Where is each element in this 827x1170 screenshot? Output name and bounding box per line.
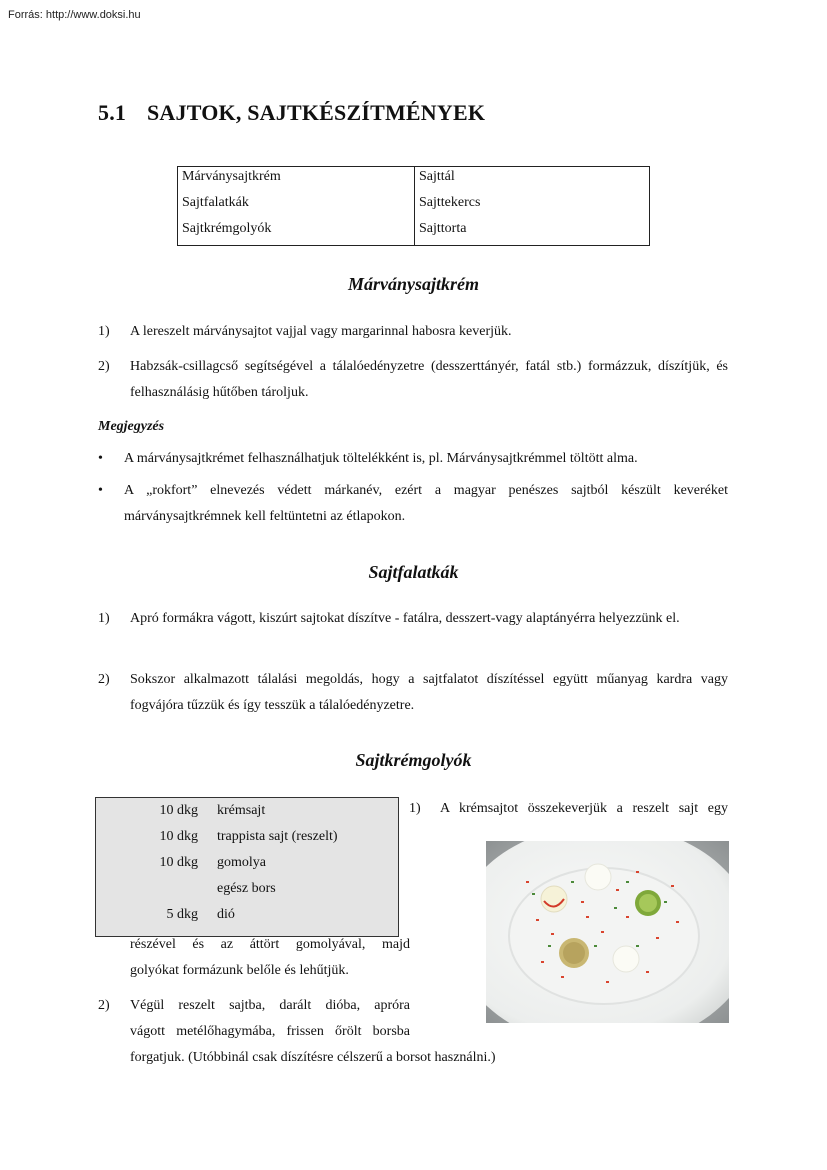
ingredient-row — [96, 824, 398, 850]
ingredient-name: egész bors — [217, 881, 276, 896]
section-number: 5.1 — [98, 100, 127, 125]
table-cell: Sajttorta — [419, 221, 467, 236]
ingredient-row — [96, 902, 398, 928]
ingredient-name: krémsajt — [217, 803, 266, 818]
item-number: 1) — [98, 324, 110, 339]
cheese-balls-photo — [486, 841, 729, 1023]
item-text: A lereszelt márványsajtot vajjal vagy margarinnal habosra keverjük. — [130, 324, 512, 339]
bullet-text: A „rokfort” elnevezés védett márkanév, ezért a magyar penészes sajtból készült keveréket márványsajtkrémnek kell feltüntetni az étlapokon. — [124, 483, 728, 524]
step-text-line: forgatjuk. (Utóbbinál csak díszítésre célszerű a borsot használni.) — [130, 1050, 496, 1065]
section-heading-sajtkremgolyok: Sajtkrémgolyók — [355, 750, 472, 770]
table-cell: Sajttekercs — [419, 195, 481, 210]
source-label: Forrás: http://www.doksi.hu — [8, 9, 141, 21]
step-text-line: A krémsajtot összekeverjük a reszelt sajt egy — [440, 801, 728, 816]
step-number: 2) — [98, 998, 110, 1013]
table-row — [178, 193, 650, 219]
bullet-icon: • — [98, 451, 103, 466]
item-text: Sokszor alkalmazott tálalási megoldás, hogy a sajtfalatot díszítéssel együtt műanyag kardra vagy fogvájóra tűzzük és így tesszük a tálalóedényzetre. — [130, 672, 728, 713]
ingredient-qty: 10 dkg — [159, 829, 198, 844]
list-item — [98, 606, 728, 632]
ingredient-name: trappista sajt (reszelt) — [217, 829, 338, 844]
page-title — [98, 100, 485, 126]
step-text-line: részével és az áttört gomolyával, majd — [130, 937, 410, 952]
item-text: Apró formákra vágott, kiszúrt sajtokat díszítve - fatálra, desszert-vagy alaptányérra helyezzünk el. — [130, 611, 680, 626]
section-heading-sajtfalatkak: Sajtfalatkák — [368, 562, 459, 582]
item-number: 2) — [98, 359, 110, 374]
step-text-line: golyókat formázunk belőle és lehűtjük. — [130, 963, 349, 978]
bullet-icon: • — [98, 483, 103, 498]
list-item — [98, 319, 728, 345]
item-text: Habzsák-csillagcső segítségével a tálalóedényzetre (desszerttányér, fatál stb.) formázzuk, díszítjük, és felhasználásig hűtőben tároljuk. — [130, 359, 728, 400]
ingredient-qty: 10 dkg — [159, 803, 198, 818]
section-title: SAJTOK, SAJTKÉSZÍTMÉNYEK — [147, 100, 486, 125]
item-number: 2) — [98, 672, 110, 687]
ingredient-box — [95, 797, 399, 937]
bullet-item — [98, 446, 728, 472]
note-label: Megjegyzés — [98, 419, 165, 434]
section-heading-marvanysajtkrem: Márványsajtkrém — [347, 274, 479, 294]
list-item — [98, 667, 728, 719]
step-number: 1) — [409, 801, 421, 816]
table-cell: Márványsajtkrém — [178, 167, 415, 194]
table-cell: Sajttál — [419, 169, 455, 184]
step-text-line: Végül reszelt sajtba, darált dióba, apróra — [130, 998, 410, 1013]
ingredient-row — [96, 876, 398, 902]
table-cell: Sajtkrémgolyók — [178, 219, 415, 246]
table-row — [178, 219, 650, 246]
ingredient-name: dió — [217, 907, 235, 922]
ingredient-name: gomolya — [217, 855, 266, 870]
table-row — [178, 167, 650, 194]
ingredient-row — [96, 850, 398, 876]
list-item — [98, 354, 728, 406]
step-text-line: vágott metélőhagymába, frissen őrölt borsba — [130, 1024, 410, 1039]
ingredient-row — [96, 798, 398, 824]
table-cell: Sajtfalatkák — [178, 193, 415, 219]
bullet-item — [98, 478, 728, 530]
ingredient-qty: 5 dkg — [166, 907, 198, 922]
bullet-text: A márványsajtkrémet felhasználhatjuk töltelékként is, pl. Márványsajtkrémmel töltött alma. — [124, 451, 638, 466]
ingredient-qty: 10 dkg — [159, 855, 198, 870]
contents-table — [177, 166, 650, 246]
item-number: 1) — [98, 611, 110, 626]
plate-illustration — [486, 841, 729, 1023]
